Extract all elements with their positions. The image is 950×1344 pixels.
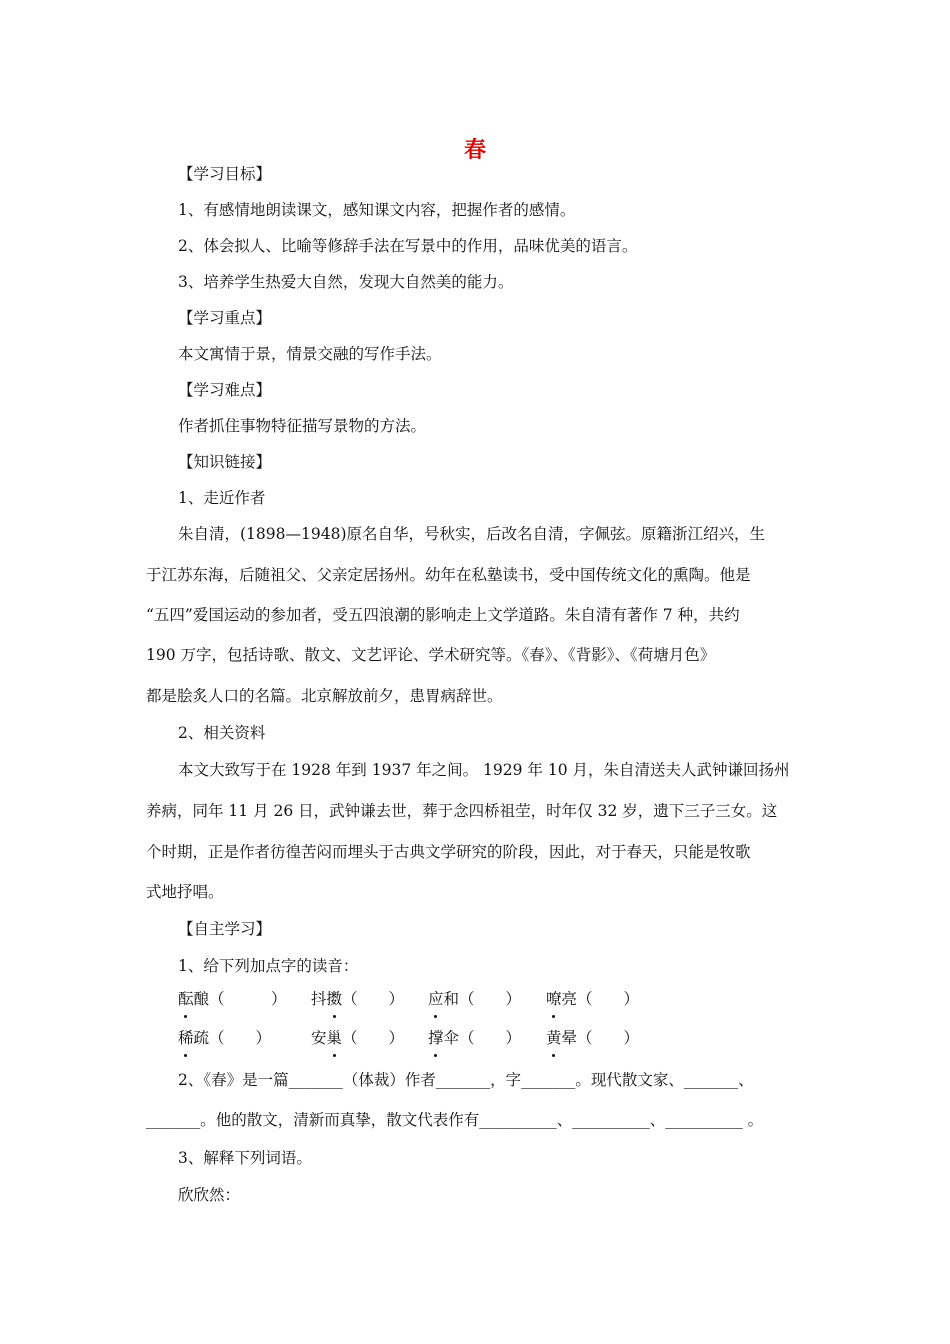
author-paragraph-line: 于江苏东海，后随祖父、父亲定居扬州。幼年在私塾读书，受中国传统文化的熏陶。他是	[146, 566, 751, 584]
page-title: 春	[463, 137, 486, 163]
goals-heading: 【学习目标】	[178, 165, 272, 183]
difficulty-heading: 【学习难点】	[178, 381, 272, 399]
pinyin-item: 应和（ ）	[428, 990, 522, 1008]
resource-paragraph-line: 个时期，正是作者彷徨苦闷而埋头于古典文学研究的阶段，因此，对于春天，只能是牧歌	[146, 843, 751, 861]
difficulty-text: 作者抓住事物特征描写景物的方法。	[178, 417, 427, 435]
pinyin-item: 撑伞（ ）	[428, 1029, 522, 1047]
goal-2: 2、体会拟人、比喻等修辞手法在写景中的作用，品味优美的语言。	[178, 237, 638, 255]
resource-paragraph-line: 式地抒唱。	[146, 883, 224, 901]
author-paragraph-line: “五四”爱国运动的参加者，受五四浪潮的影响走上文学道路。朱自清有著作 7 种，共约	[146, 606, 740, 624]
pinyin-item: 黄晕（ ）	[546, 1029, 640, 1047]
author-paragraph-line: 都是脍炙人口的名篇。北京解放前夕，患胃病辞世。	[146, 687, 503, 705]
author-heading: 1、走近作者	[178, 489, 266, 507]
question-3: 3、解释下列词语。	[178, 1149, 312, 1167]
key-points-text: 本文寓情于景，情景交融的写作手法。	[178, 345, 442, 363]
author-paragraph-line: 190 万字，包括诗歌、散文、文艺评论、学术研究等。《春》、《背影》、《荷塘月色》	[146, 646, 716, 664]
question-2-line: 2、《春》是一篇_______（体裁）作者_______，字_______。现代散文家、_______、	[178, 1071, 754, 1089]
pinyin-item: 嘹亮（ ）	[546, 990, 640, 1008]
pinyin-item: 酝酿（ ）	[178, 990, 287, 1008]
key-points-heading: 【学习重点】	[178, 309, 272, 327]
resource-paragraph-line: 养病，同年 11 月 26 日，武钟谦去世，葬于念四桥祖茔，时年仅 32 岁，遗下三子三女。这	[146, 802, 778, 820]
pinyin-item: 安巢（ ）	[311, 1029, 405, 1047]
question-1: 1、给下列加点字的读音：	[178, 957, 359, 975]
question-2-line: _______。他的散文，清新而真挚，散文代表作有__________、__________、__________ 。	[146, 1111, 764, 1129]
pinyin-item: 抖擞（ ）	[311, 990, 405, 1008]
word-definition: 欣欣然：	[178, 1186, 241, 1204]
self-study-heading: 【自主学习】	[178, 920, 272, 938]
pinyin-item: 稀疏（ ）	[178, 1029, 272, 1047]
resource-paragraph-line: 本文大致写于在 1928 年到 1937 年之间。 1929 年 10 月，朱自清送夫人武钟谦回扬州	[178, 761, 790, 779]
goal-3: 3、培养学生热爱大自然，发现大自然美的能力。	[178, 273, 514, 291]
author-paragraph-line: 朱自清，(1898—1948)原名自华，号秋实，后改名自清，字佩弦。原籍浙江绍兴，生	[178, 525, 765, 543]
goal-1: 1、有感情地朗读课文，感知课文内容，把握作者的感情。	[178, 201, 576, 219]
resource-heading: 2、相关资料	[178, 724, 266, 742]
knowledge-link-heading: 【知识链接】	[178, 453, 272, 471]
